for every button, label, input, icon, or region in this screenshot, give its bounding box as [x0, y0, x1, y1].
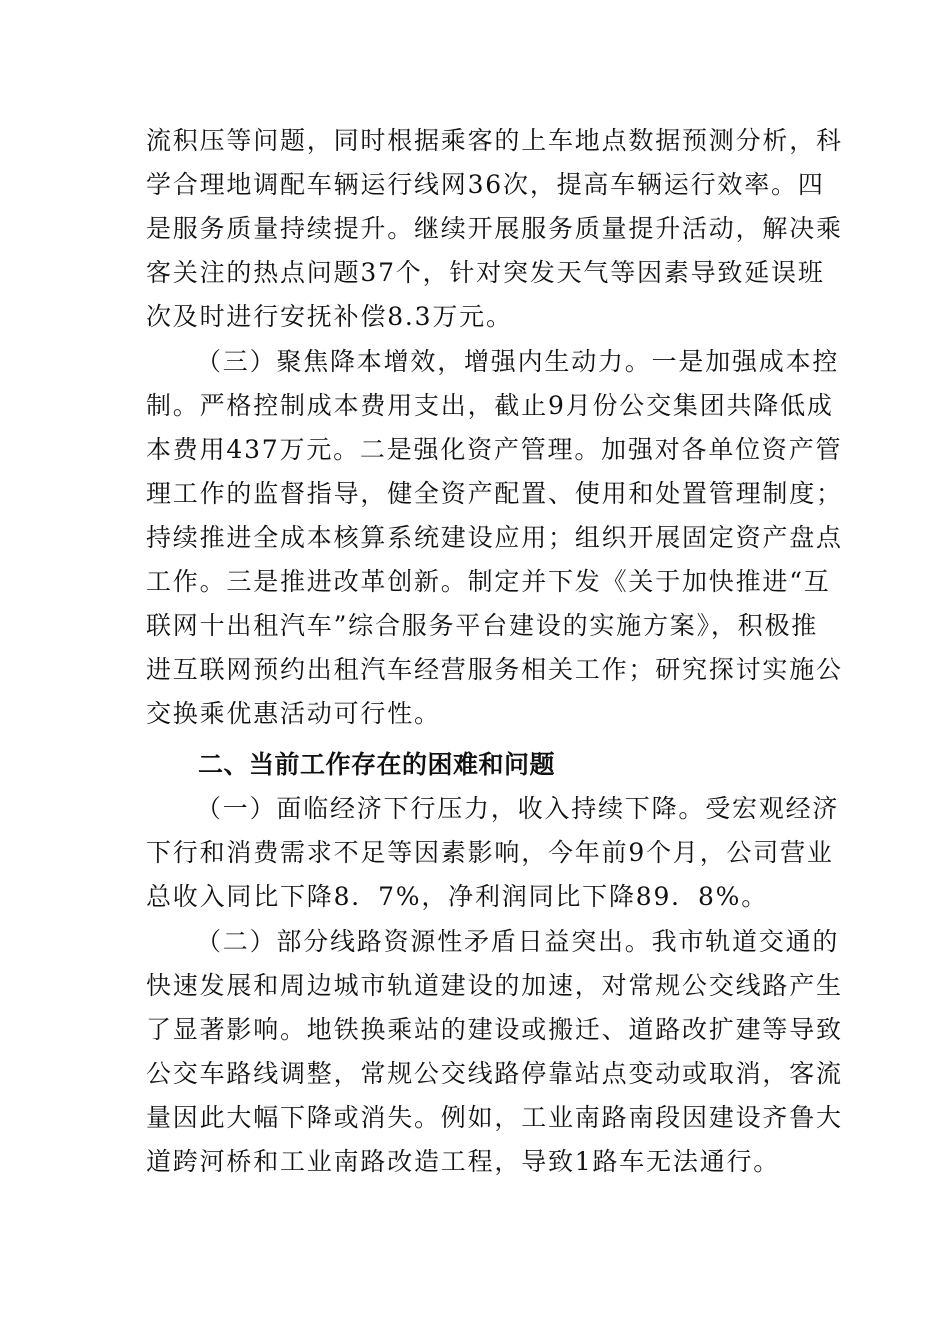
- section-heading: 二、当前工作存在的困难和问题: [198, 750, 556, 779]
- text-line: 总收入同比下降8．7%，净利润同比下降89．8%。: [146, 882, 769, 911]
- text-line: 交换乘优惠活动可行性。: [146, 699, 441, 728]
- text-line: 量因此大幅下降或消失。例如，工业南路南段因建设齐鲁大: [146, 1103, 843, 1132]
- text-line: 进互联网预约出租汽车经营服务相关工作；研究探讨实施公: [146, 655, 843, 684]
- text-line: 了显著影响。地铁换乘站的建设或搬迁、道路改扩建等导致: [146, 1015, 843, 1044]
- paragraph-start-line: （一）面临经济下行压力，收入持续下降。受宏观经济: [196, 794, 840, 823]
- paragraph-start-line: （二）部分线路资源性矛盾日益突出。我市轨道交通的: [196, 927, 840, 956]
- text-line: 工作。三是推进改革创新。制定并下发《关于加快推进“互: [146, 567, 831, 596]
- paragraph-start-line: （三）聚焦降本增效，增强内生动力。一是加强成本控: [196, 347, 840, 376]
- text-line: 公交车路线调整，常规公交线路停靠站点变动或取消，客流: [146, 1059, 843, 1088]
- text-line: 下行和消费需求不足等因素影响，今年前9个月，公司营业: [146, 838, 834, 867]
- text-line: 是服务质量持续提升。继续开展服务质量提升活动，解决乘: [146, 214, 843, 243]
- text-line: 道跨河桥和工业南路改造工程，导致1路车无法通行。: [146, 1147, 781, 1176]
- text-line: 本费用437万元。二是强化资产管理。加强对各单位资产管: [146, 435, 843, 464]
- text-line: 联网十出租汽车”综合服务平台建设的实施方案》，积极推: [146, 611, 819, 640]
- text-line: 快速发展和周边城市轨道建设的加速，对常规公交线路产生: [146, 971, 843, 1000]
- text-line: 制。严格控制成本费用支出，截止9月份公交集团共降低成: [146, 391, 834, 420]
- text-line: 次及时进行安抚补偿8.3万元。: [146, 302, 513, 331]
- text-line: 客关注的热点问题37个，针对突发天气等因素导致延误班: [146, 258, 825, 287]
- text-line: 流积压等问题，同时根据乘客的上车地点数据预测分析，科: [146, 126, 843, 155]
- text-line: 理工作的监督指导，健全资产配置、使用和处置管理制度；: [146, 479, 843, 508]
- text-line: 持续推进全成本核算系统建设应用；组织开展固定资产盘点: [146, 523, 843, 552]
- text-line: 学合理地调配车辆运行线网36次，提高车辆运行效率。四: [146, 170, 825, 199]
